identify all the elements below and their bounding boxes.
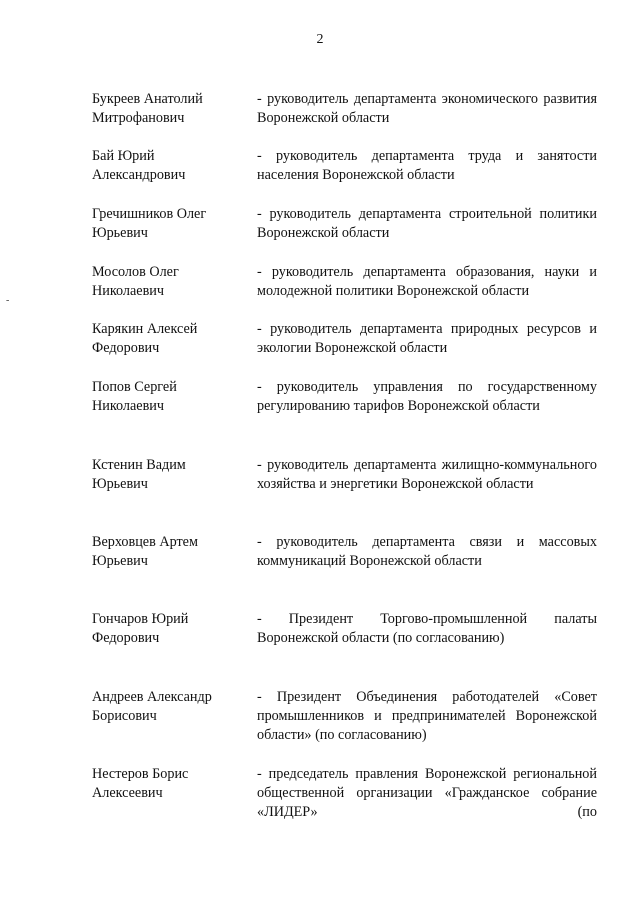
member-surname-name: Верховцев Артем: [92, 534, 198, 550]
member-patronymic: Александрович: [92, 167, 186, 183]
member-patronymic: Николаевич: [92, 283, 165, 299]
member-surname-name: Попов Сергей: [92, 379, 177, 395]
member-name: [92, 263, 252, 301]
member-patronymic: Федорович: [92, 630, 160, 646]
member-patronymic: Юрьевич: [92, 476, 148, 492]
member-name: [92, 688, 252, 726]
member-surname-name: Мосолов Олег: [92, 264, 179, 280]
member-role: - руководитель департамента природных ресурсов и экологии Воронежской области: [257, 321, 597, 356]
member-name: [92, 320, 252, 358]
member-name: [92, 90, 252, 128]
member-role: - руководитель департамента жилищно-коммунального хозяйства и энергетики Воронежской области: [257, 457, 597, 492]
member-surname-name: Букреев Анатолий: [92, 91, 203, 107]
member-name: [92, 205, 252, 243]
margin-mark: -: [6, 295, 10, 306]
member-surname-name: Кстенин Вадим: [92, 457, 186, 473]
member-role: - руководитель департамента труда и занятости населения Воронежской области: [257, 148, 597, 183]
member-surname-name: Карякин Алексей: [92, 321, 198, 337]
member-patronymic: Митрофанович: [92, 110, 185, 126]
member-patronymic: Юрьевич: [92, 225, 148, 241]
member-name: [92, 147, 252, 185]
member-role: - руководитель управления по государственному регулированию тарифов Воронежской области: [257, 379, 597, 414]
member-role: - руководитель департамента связи и массовых коммуникаций Воронежской области: [257, 534, 597, 569]
member-role: - руководитель департамента экономического развития Воронежской области: [257, 91, 597, 126]
member-patronymic: Николаевич: [92, 398, 165, 414]
member-patronymic: Федорович: [92, 340, 160, 356]
member-role: - руководитель департамента строительной политики Воронежской области: [257, 206, 597, 241]
member-surname-name: Гончаров Юрий: [92, 611, 189, 627]
member-patronymic: Алексеевич: [92, 785, 163, 801]
member-surname-name: Нестеров Борис: [92, 766, 189, 782]
member-surname-name: Андреев Александр: [92, 689, 212, 705]
member-role: - Президент Торгово-промышленной палаты Воронежской области (по согласованию): [257, 611, 597, 646]
member-name: [92, 610, 252, 648]
member-role: - председатель правления Воронежской региональной общественной организации «Гражданское собрание «ЛИДЕР» (по: [257, 766, 597, 820]
member-name: [92, 378, 252, 416]
page-number: 2: [316, 32, 324, 47]
member-name: [92, 765, 252, 803]
member-surname-name: Гречишников Олег: [92, 206, 207, 222]
member-role: - Президент Объединения работодателей «Совет промышленников и предпринимателей Воронежской области» (по согласованию): [257, 689, 597, 743]
member-name: [92, 533, 252, 571]
member-surname-name: Бай Юрий: [92, 148, 155, 164]
member-role: - руководитель департамента образования, науки и молодежной политики Воронежской области: [257, 264, 597, 299]
member-name: [92, 456, 252, 494]
member-patronymic: Юрьевич: [92, 553, 148, 569]
member-patronymic: Борисович: [92, 708, 157, 724]
